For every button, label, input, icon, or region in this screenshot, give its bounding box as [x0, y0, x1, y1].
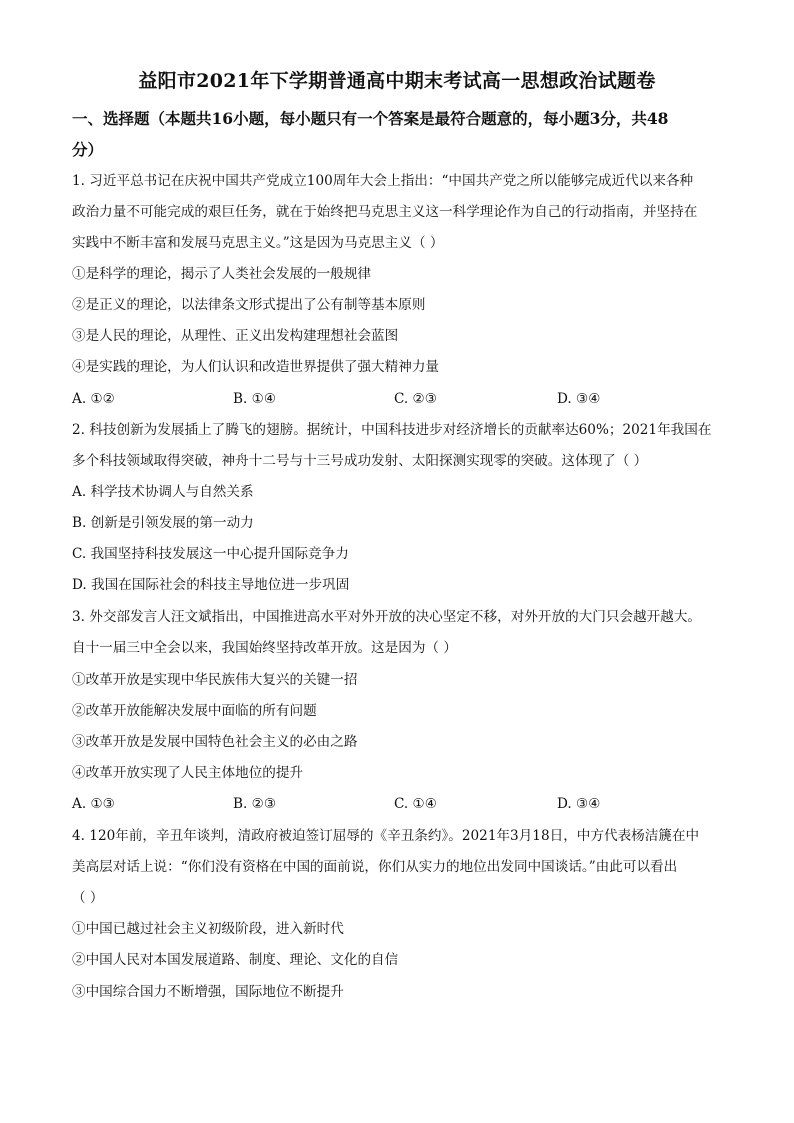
q1-item-3: ③是人民的理论，从理性、正义出发构建理想社会蓝图	[72, 328, 399, 344]
q1-option-c: C. ②③	[394, 391, 437, 407]
q1-item-1: ①是科学的理论，揭示了人类社会发展的一般规律	[72, 266, 372, 282]
q4-item-1: ①中国已越过社会主义初级阶段，进入新时代	[72, 921, 344, 937]
q4-stem-line2: 美高层对话上说：“你们没有资格在中国的面前说，你们从实力的地位出发同中国谈话。”由此可以看出	[72, 859, 678, 875]
q1-stem-line1: 1. 习近平总书记在庆祝中国共产党成立100周年大会上指出：“中国共产党之所以能够完成近代以来各种	[72, 173, 694, 189]
q3-options	[72, 793, 722, 815]
q2-stem-line1: 2. 科技创新为发展插上了腾飞的翅膀。据统计，中国科技进步对经济增长的贡献率达60%；2021年我国在	[72, 422, 712, 438]
exam-title: 益阳市2021年下学期普通高中期末考试高一思想政治试题卷	[138, 70, 656, 92]
q3-stem-line1: 3. 外交部发言人汪文斌指出，中国推进高水平对外开放的决心坚定不移，对外开放的大门只会越开越大。	[72, 609, 702, 625]
q3-item-2: ②改革开放能解决发展中面临的所有问题	[72, 703, 317, 719]
q2-choice-a: A. 科学技术协调人与自然关系	[72, 484, 254, 500]
q3-item-1: ①改革开放是实现中华民族伟大复兴的关键一招	[72, 672, 358, 688]
q1-item-4: ④是实践的理论，为人们认识和改造世界提供了强大精神力量	[72, 359, 440, 375]
q2-stem-line2: 多个科技领域取得突破，神舟十二号与十三号成功发射、太阳探测实现零的突破。这体现了（ ）	[72, 453, 648, 469]
q3-stem-line2: 自十一届三中全会以来，我国始终坚持改革开放。这是因为（ ）	[72, 640, 457, 656]
q1-option-d: D. ③④	[557, 391, 601, 407]
q3-option-b: B. ②③	[233, 796, 277, 812]
section-heading-line2: 分）	[72, 140, 104, 159]
q3-option-a: A. ①③	[72, 796, 115, 812]
q1-options	[72, 388, 722, 410]
q1-item-2: ②是正义的理论，以法律条文形式提出了公有制等基本原则	[72, 297, 426, 313]
q1-option-b: B. ①④	[233, 391, 277, 407]
q1-option-a: A. ①②	[72, 391, 115, 407]
section-heading-line1: 一、选择题（本题共16小题，每小题只有一个答案是最符合题意的，每小题3分，共48	[72, 109, 669, 128]
q4-item-3: ③中国综合国力不断增强，国际地位不断提升	[72, 984, 344, 1000]
q3-item-4: ④改革开放实现了人民主体地位的提升	[72, 765, 304, 781]
q4-item-2: ②中国人民对本国发展道路、制度、理论、文化的自信	[72, 952, 399, 968]
q4-stem-line3: （ ）	[72, 890, 104, 906]
q2-choice-b: B. 创新是引领发展的第一动力	[72, 515, 254, 531]
q1-stem-line3: 实践中不断丰富和发展马克思主义。”这是因为马克思主义（ ）	[72, 235, 444, 251]
q3-option-c: C. ①④	[394, 796, 437, 812]
q1-stem-line2: 政治力量不可能完成的艰巨任务，就在于始终把马克思主义这一科学理论作为自己的行动指南，并坚持在	[72, 204, 698, 220]
q2-choice-c: C. 我国坚持科技发展这一中心提升国际竞争力	[72, 546, 349, 562]
q4-stem-line1: 4. 120年前，辛丑年谈判，清政府被迫签订屈辱的《辛丑条约》。2021年3月18日，中方代表杨洁篪在中	[72, 828, 700, 844]
q2-choice-d: D. 我国在国际社会的科技主导地位进一步巩固	[72, 577, 350, 593]
q3-item-3: ③改革开放是发展中国特色社会主义的必由之路	[72, 734, 358, 750]
q3-option-d: D. ③④	[557, 796, 601, 812]
